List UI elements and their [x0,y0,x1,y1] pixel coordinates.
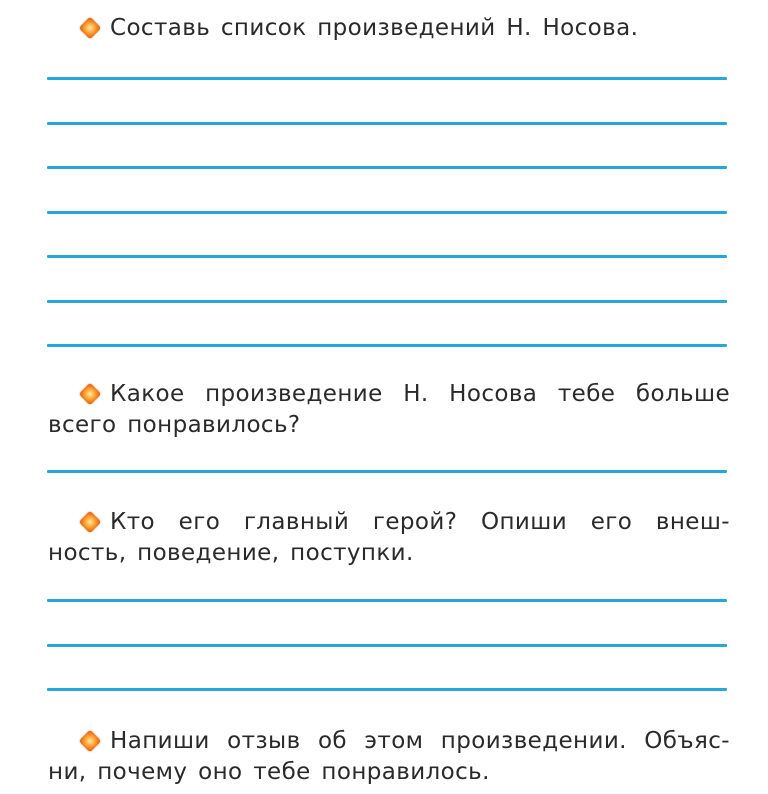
task-3 [48,507,730,569]
answer-line[interactable] [47,644,727,647]
task-3-line-2: ность, поведение, поступки. [48,540,414,566]
orange-diamond-icon [79,511,102,534]
task-4-line-2: ни, почему оно тебе понравилось. [48,759,490,785]
task-4 [48,726,730,788]
answer-line[interactable] [47,77,727,80]
orange-diamond-icon [79,383,102,406]
answer-line[interactable] [47,166,727,169]
task-2-line-2: всего понравилось? [48,412,301,438]
task-1 [48,13,730,44]
answer-line[interactable] [47,255,727,258]
task-2-line-1: Какое произведение Н. Носова тебе больше [48,379,730,410]
answer-line[interactable] [47,211,727,214]
task-2 [48,379,730,441]
answer-line[interactable] [47,688,727,691]
orange-diamond-icon [79,730,102,753]
answer-line[interactable] [47,470,727,473]
task-4-line-1: Напиши отзыв об этом произведении. Объяс- [48,726,730,757]
answer-line[interactable] [47,344,727,347]
orange-diamond-icon [79,17,102,40]
answer-line[interactable] [47,300,727,303]
answer-line[interactable] [47,599,727,602]
task-1-line-1: Составь список произведений Н. Носова. [48,13,730,44]
task-3-line-1: Кто его главный герой? Опиши его внеш- [48,507,730,538]
answer-line[interactable] [47,122,727,125]
